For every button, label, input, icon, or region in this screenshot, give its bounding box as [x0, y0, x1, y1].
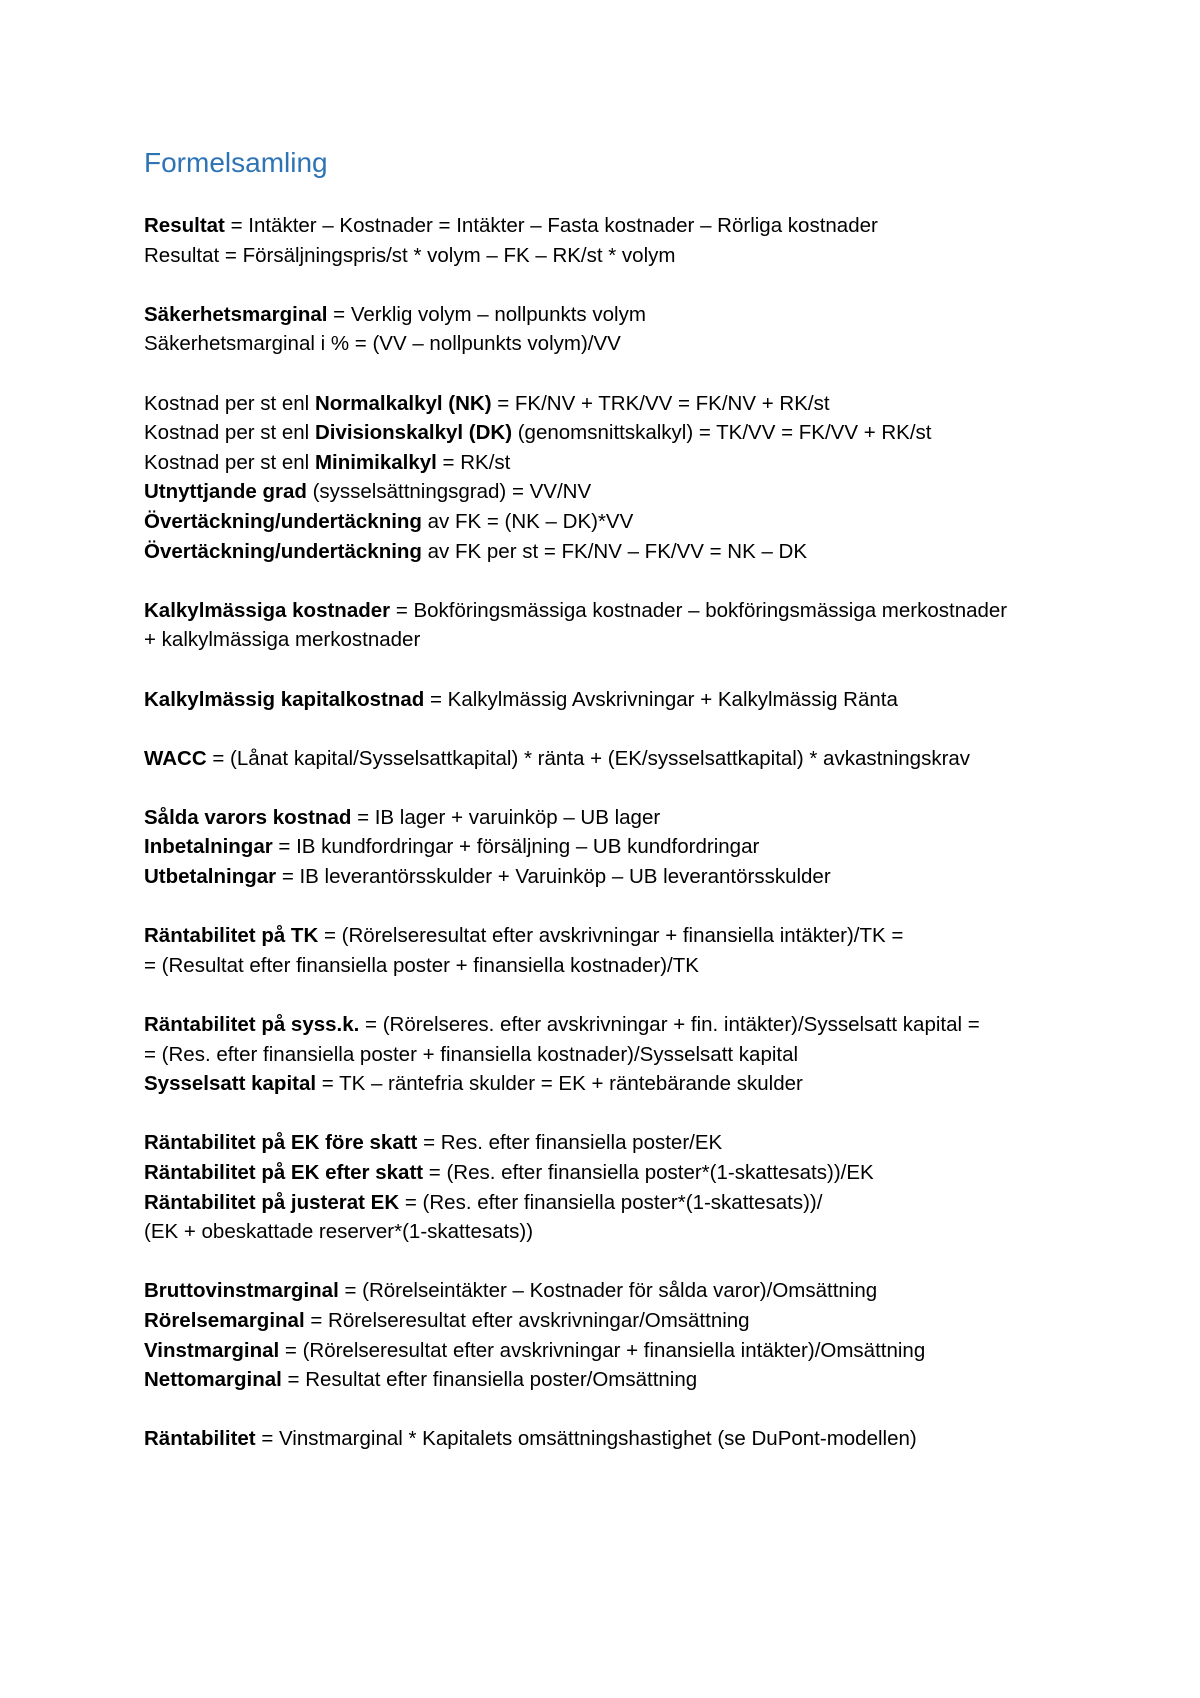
formula-line: [144, 448, 1074, 478]
formula-line: [144, 625, 1074, 655]
term-label: Räntabilitet: [144, 1427, 256, 1451]
spacer: [144, 980, 1074, 1010]
spacer: [144, 714, 1074, 744]
term-label: Inbetalningar: [144, 835, 273, 859]
formula-text: = (Rörelseresultat efter avskrivningar + finansiella intäkter)/Omsättning: [279, 1338, 926, 1362]
term-label: Normalkalkyl (NK): [314, 391, 492, 415]
formula-text: = Resultat efter finansiella poster/Omsättning: [281, 1368, 698, 1392]
formula-line: [144, 1217, 1074, 1247]
formula-line: [144, 537, 1074, 567]
term-label: Vinstmarginal: [144, 1338, 280, 1362]
formula-line: [144, 211, 1074, 241]
formula-line: [144, 862, 1074, 892]
spacer: [144, 1395, 1074, 1425]
term-label: Bruttovinstmarginal: [144, 1279, 339, 1303]
term-label: Minimikalkyl: [314, 450, 437, 474]
formula-prefix: Kostnad per st enl: [144, 391, 315, 415]
term-label: Räntabilitet på EK efter skatt: [144, 1161, 424, 1184]
term-label: Räntabilitet på TK: [144, 924, 319, 948]
term-label: Resultat: [144, 214, 225, 237]
formula-text: (sysselsättningsgrad) = VV/NV: [306, 480, 592, 504]
formula-text: av FK = (NK – DK)*VV: [421, 509, 634, 533]
formula-line: [144, 1424, 1074, 1454]
spacer: [144, 655, 1074, 685]
term-label: Kalkylmässiga kostnader: [144, 598, 391, 622]
term-label: Övertäckning/undertäckning: [144, 509, 422, 533]
formula-text: (EK + obeskattade reserver*(1-skattesats)): [144, 1220, 534, 1244]
formula-line: [144, 1306, 1074, 1336]
term-label: Räntabilitet på syss.k.: [144, 1013, 360, 1037]
formula-list: [144, 211, 1074, 1454]
formula-text: = (Res. efter finansiella poster*(1-skattesats))/EK: [423, 1161, 874, 1184]
term-label: WACC: [144, 746, 207, 770]
term-label: Räntabilitet på justerat EK: [144, 1190, 400, 1214]
term-label: Utnyttjande grad: [144, 480, 307, 504]
formula-text: = RK/st: [436, 450, 511, 474]
formula-line: [144, 1128, 1074, 1158]
formula-text: = (Rörelseres. efter avskrivningar + fin. intäkter)/Sysselsatt kapital =: [359, 1013, 980, 1037]
spacer: [144, 892, 1074, 922]
formula-line: [144, 477, 1074, 507]
term-label: Utbetalningar: [144, 865, 277, 889]
formula-text: = IB kundfordringar + försäljning – UB kundfordringar: [272, 835, 760, 859]
formula-line: [144, 1365, 1074, 1395]
formula-text: = (Lånat kapital/Sysselsattkapital) * ränta + (EK/sysselsattkapital) * avkastningskrav: [206, 746, 971, 770]
formula-text: = IB leverantörsskulder + Varuinköp – UB leverantörsskulder: [276, 865, 831, 889]
formula-line: [144, 300, 1074, 330]
formula-line: [144, 1158, 1074, 1188]
formula-line: [144, 921, 1074, 951]
formula-text: = Res. efter finansiella poster/EK: [417, 1131, 723, 1155]
formula-text: = Kalkylmässig Avskrivningar + Kalkylmässig Ränta: [424, 687, 898, 711]
spacer: [144, 359, 1074, 389]
formula-line: [144, 744, 1074, 774]
formula-text: (genomsnittskalkyl) = TK/VV = FK/VV + RK/st: [512, 421, 932, 445]
formula-line: [144, 507, 1074, 537]
formula-text: = (Rörelseresultat efter avskrivningar + finansiella intäkter)/TK =: [318, 924, 904, 948]
formula-text: = IB lager + varuinköp – UB lager: [351, 805, 661, 829]
spacer: [144, 566, 1074, 596]
spacer: [144, 1099, 1074, 1129]
formula-line: [144, 832, 1074, 862]
formula-text: = TK – räntefria skulder = EK + räntebärande skulder: [316, 1072, 803, 1096]
formula-text: + kalkylmässiga merkostnader: [144, 628, 421, 652]
spacer: [144, 773, 1074, 803]
formula-line: [144, 685, 1074, 715]
spacer: [144, 270, 1074, 300]
formula-line: [144, 1040, 1074, 1070]
formula-line: [144, 389, 1074, 419]
term-label: Räntabilitet på EK före skatt: [144, 1131, 418, 1155]
formula-line: [144, 1188, 1074, 1218]
formula-text: = (Rörelseintäkter – Kostnader för sålda varor)/Omsättning: [338, 1279, 878, 1303]
formula-text: = (Res. efter finansiella poster*(1-skattesats))/: [399, 1190, 823, 1214]
term-label: Säkerhetsmarginal: [144, 302, 328, 326]
formula-text: Resultat = Försäljningspris/st * volym – FK – RK/st * volym: [144, 243, 676, 267]
term-label: Övertäckning/undertäckning: [144, 539, 422, 563]
term-label: Sålda varors kostnad: [144, 805, 352, 829]
formula-text: = (Res. efter finansiella poster + finansiella kostnader)/Sysselsatt kapital: [144, 1042, 799, 1066]
term-label: Sysselsatt kapital: [144, 1072, 317, 1096]
formula-text: = FK/NV + TRK/VV = FK/NV + RK/st: [491, 391, 830, 415]
formula-text: = Intäkter – Kostnader = Intäkter – Fasta kostnader – Rörliga kostnader: [224, 214, 878, 237]
term-label: Divisionskalkyl (DK): [314, 421, 513, 445]
document-title: Formelsamling: [144, 147, 328, 178]
formula-line: [144, 241, 1074, 271]
formula-text: = Vinstmarginal * Kapitalets omsättningshastighet (se DuPont-modellen): [255, 1427, 917, 1451]
formula-line: [144, 1336, 1074, 1366]
formula-text: = Verklig volym – nollpunkts volym: [327, 302, 646, 326]
formula-line: [144, 1069, 1074, 1099]
formula-line: [144, 1276, 1074, 1306]
formula-line: [144, 803, 1074, 833]
formula-text: = Bokföringsmässiga kostnader – bokföringsmässiga merkostnader: [390, 598, 1008, 622]
formula-prefix: Kostnad per st enl: [144, 421, 315, 445]
spacer: [144, 1247, 1074, 1277]
formula-line: [144, 951, 1074, 981]
formula-prefix: Kostnad per st enl: [144, 450, 315, 474]
term-label: Nettomarginal: [144, 1368, 282, 1392]
term-label: Kalkylmässig kapitalkostnad: [144, 687, 425, 711]
formula-text: Säkerhetsmarginal i % = (VV – nollpunkts volym)/VV: [144, 332, 621, 356]
formula-line: [144, 418, 1074, 448]
formula-text: = (Resultat efter finansiella poster + finansiella kostnader)/TK: [144, 953, 699, 977]
formula-text: av FK per st = FK/NV – FK/VV = NK – DK: [421, 539, 808, 563]
formula-text: = Rörelseresultat efter avskrivningar/Omsättning: [304, 1308, 750, 1332]
formula-line: [144, 596, 1074, 626]
formula-line: [144, 329, 1074, 359]
formula-line: [144, 1010, 1074, 1040]
term-label: Rörelsemarginal: [144, 1308, 305, 1332]
